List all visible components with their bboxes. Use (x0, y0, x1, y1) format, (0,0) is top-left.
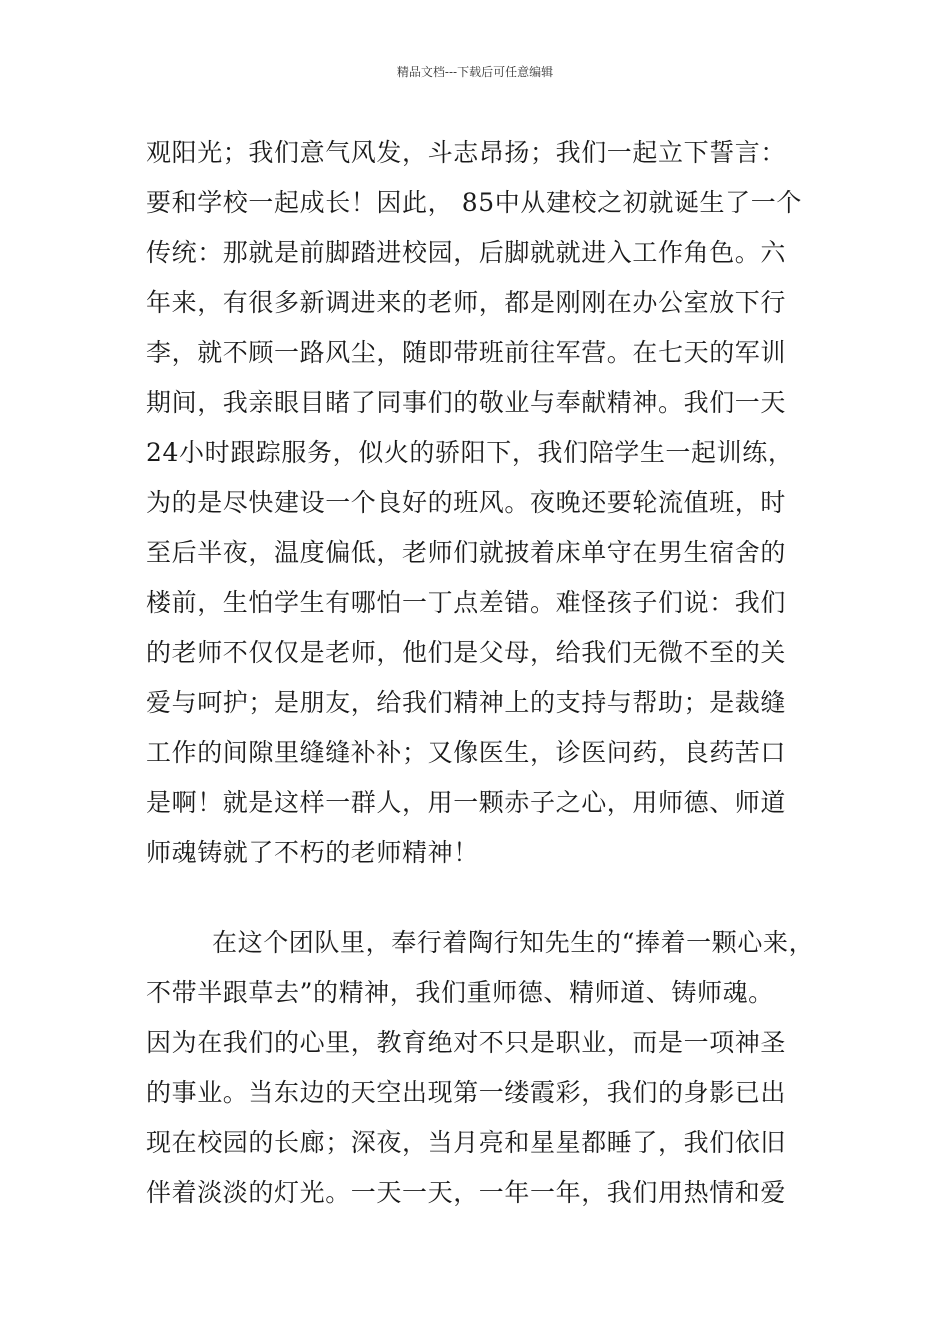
paragraph-1 (146, 128, 826, 878)
text-line: 为的是尽快建设一个良好的班风。夜晚还要轮流值班，时 (146, 488, 787, 517)
paragraph-2 (146, 918, 826, 1218)
document-body (146, 128, 826, 1218)
text-line: 伴着淡淡的灯光。一天一天，一年一年，我们用热情和爱 (146, 1178, 787, 1207)
text-line: 观阳光；我们意气风发，斗志昂扬；我们一起立下誓言： (146, 138, 787, 167)
text-line: 因为在我们的心里，教育绝对不只是职业，而是一项神圣 (146, 1028, 787, 1057)
text-line: 的事业。当东边的天空出现第一缕霞彩，我们的身影已出 (146, 1078, 787, 1107)
text-line: 24小时跟踪服务，似火的骄阳下，我们陪学生一起训练， (146, 438, 794, 467)
page-header: 精品文档---下载后可任意编辑 (396, 65, 554, 79)
text-line: 师魂铸就了不朽的老师精神！ (146, 838, 479, 867)
text-line: 不带半跟草去”的精神，我们重师德、精师道、铸师魂。 (146, 978, 774, 1007)
text-line: 李，就不顾一路风尘，随即带班前往军营。在七天的军训 (146, 338, 787, 367)
text-line: 是啊！就是这样一群人，用一颗赤子之心，用师德、师道 (146, 788, 787, 817)
paragraph-spacer (146, 878, 826, 918)
text-line: 期间，我亲眼目睹了同事们的敬业与奉献精神。我们一天 (146, 388, 787, 417)
text-line: 要和学校一起成长！因此， 85中从建校之初就诞生了一个 (146, 188, 802, 217)
text-line: 的老师不仅仅是老师，他们是父母，给我们无微不至的关 (146, 638, 787, 667)
text-line: 工作的间隙里缝缝补补；又像医生，诊医问药，良药苦口 (146, 738, 787, 767)
text-line: 在这个团队里，奉行着陶行知先生的“捧着一颗心来， (212, 928, 815, 957)
text-line: 现在校园的长廊；深夜，当月亮和星星都睡了，我们依旧 (146, 1128, 787, 1157)
text-line: 年来，有很多新调进来的老师，都是刚刚在办公室放下行 (146, 288, 787, 317)
text-line: 传统：那就是前脚踏进校园，后脚就就进入工作角色。六 (146, 238, 787, 267)
text-line: 楼前，生怕学生有哪怕一丁点差错。难怪孩子们说：我们 (146, 588, 787, 617)
text-line: 爱与呵护；是朋友，给我们精神上的支持与帮助；是裁缝 (146, 688, 787, 717)
text-line: 至后半夜，温度偏低，老师们就披着床单守在男生宿舍的 (146, 538, 787, 567)
